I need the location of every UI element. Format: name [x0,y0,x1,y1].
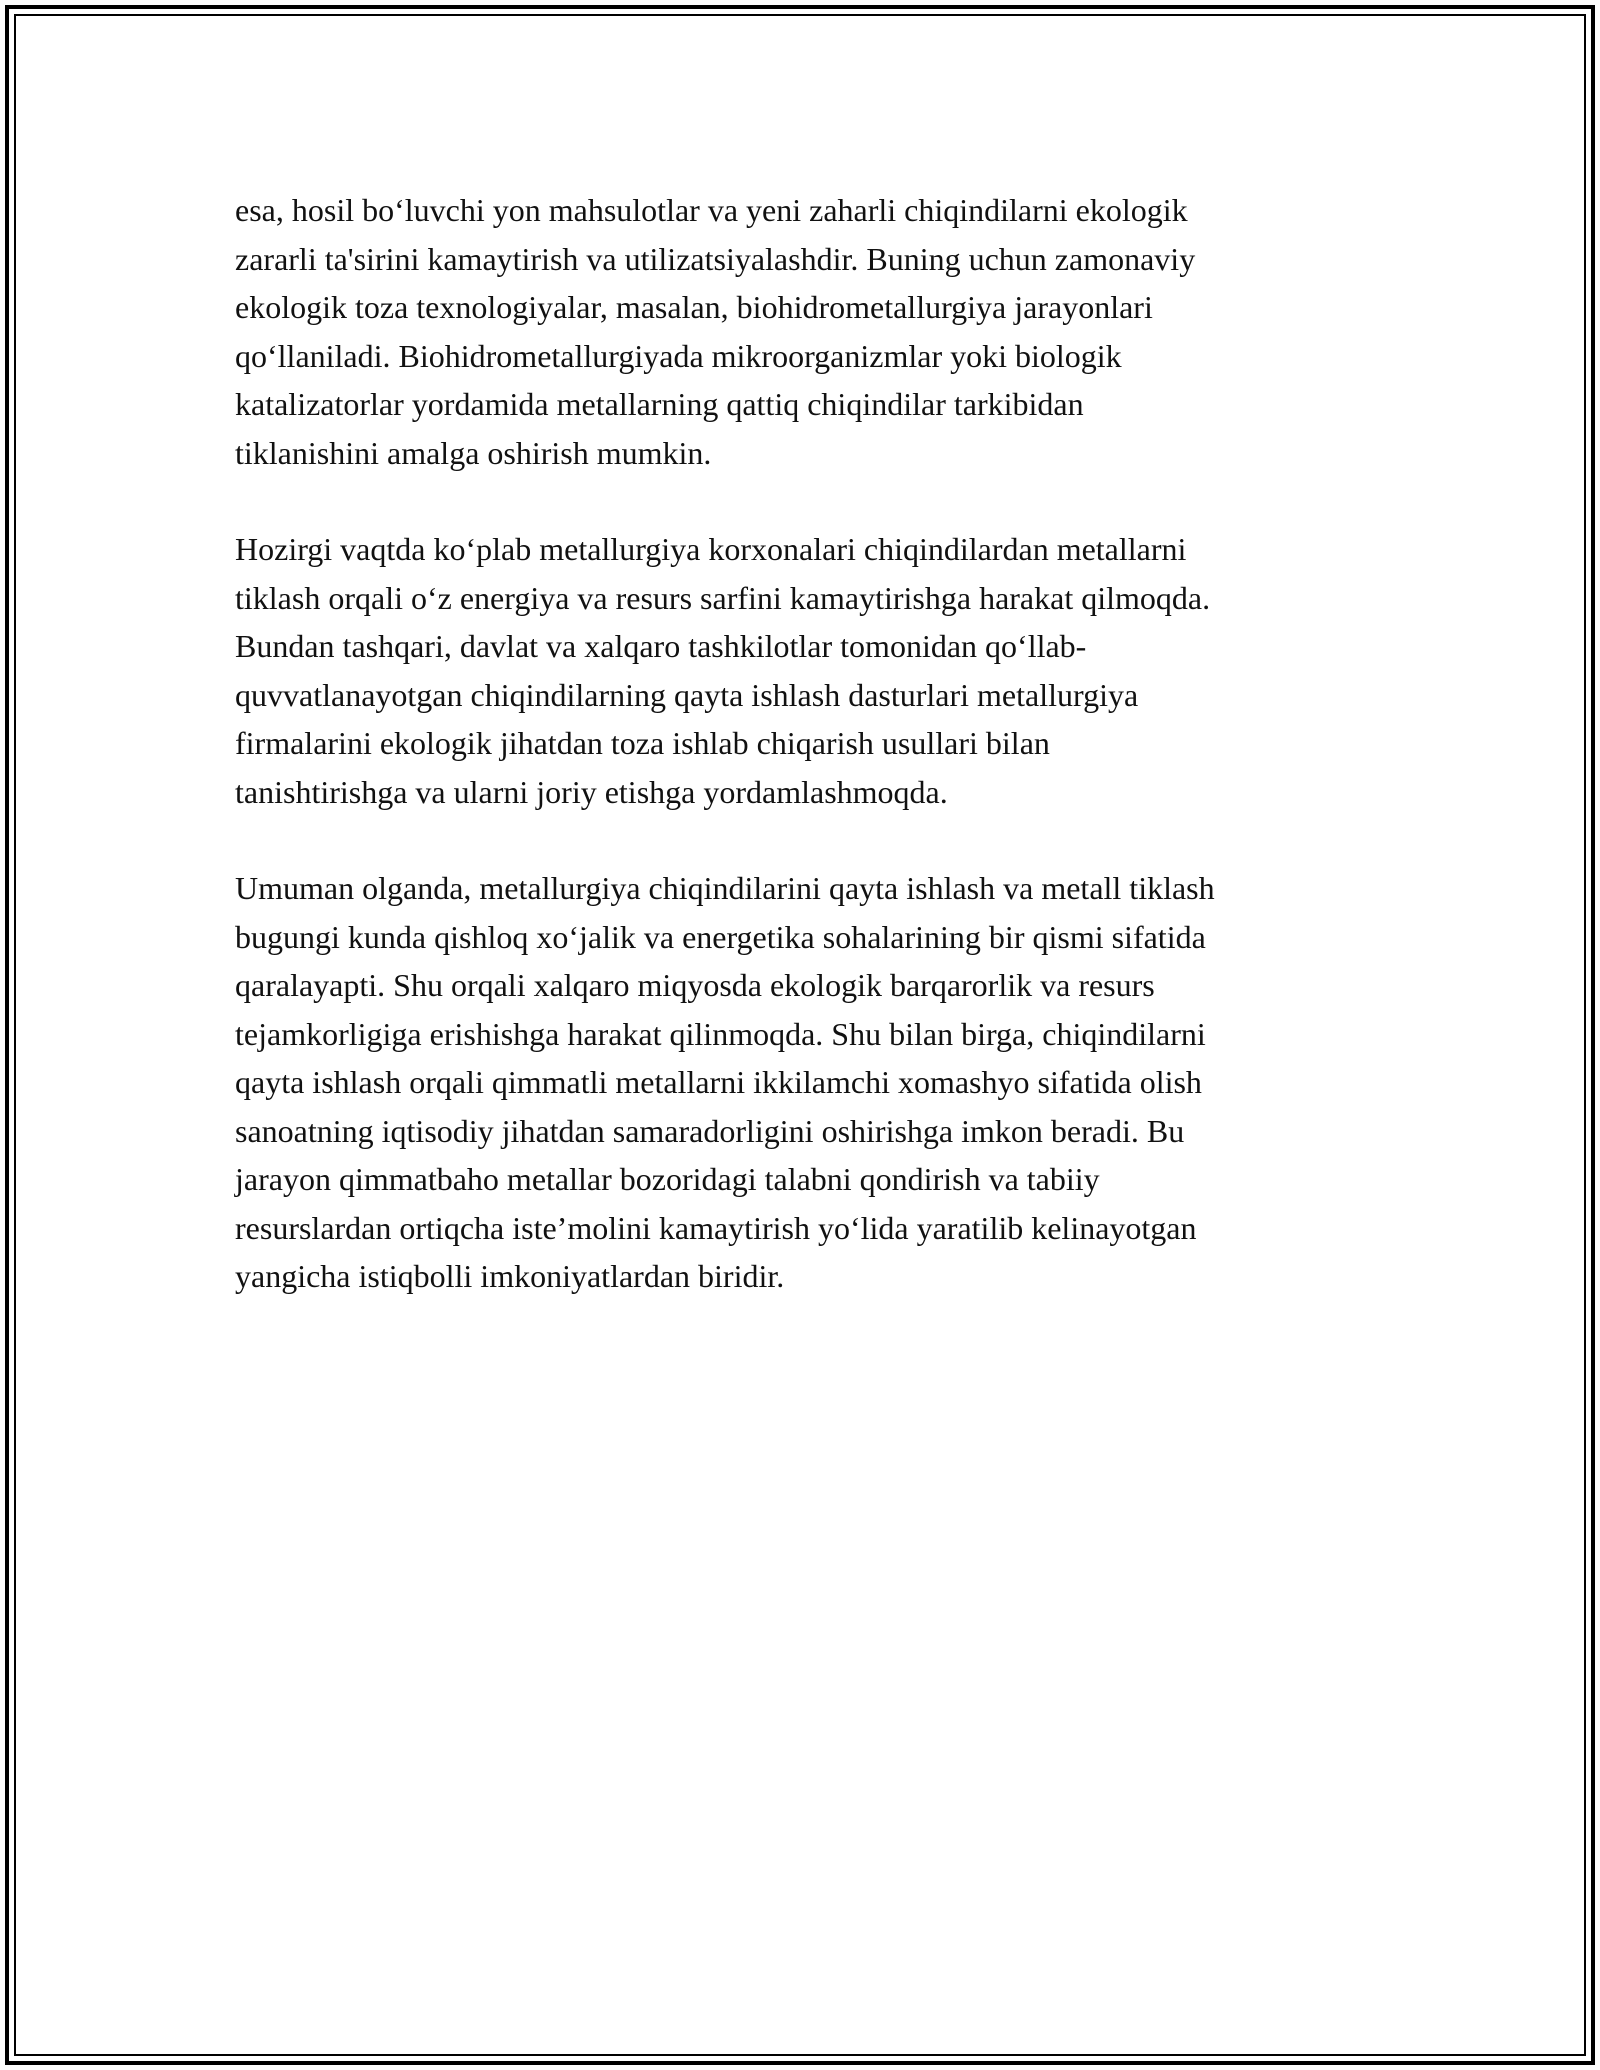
text-line: qo‘llaniladi. Biohidrometallurgiyada mikroorganizmlar yoki biologik [235,337,1122,374]
text-line: tiklash orqali o‘z energiya va resurs sarfini kamaytirishga harakat qilmoqda. [235,579,1211,616]
paragraph-1 [235,186,1395,477]
text-line: quvvatlanayotgan chiqindilarning qayta ishlash dasturlari metallurgiya [235,676,1139,713]
document-body [235,186,1395,1301]
text-line: esa, hosil bo‘luvchi yon mahsulotlar va yeni zaharli chiqindilarni ekologik [235,192,1188,228]
text-line: katalizatorlar yordamida metallarning qattiq chiqindilar tarkibidan [235,386,1084,422]
text-line: qaralayapti. Shu orqali xalqaro miqyosda ekologik barqarorlik va resurs [235,967,1155,1003]
text-line: tiklanishini amalga oshirish mumkin. [235,434,712,471]
text-line: yangicha istiqbolli imkoniyatlardan biridir. [235,1258,785,1294]
text-line: qayta ishlash orqali qimmatli metallarni ikkilamchi xomashyo sifatida olish [235,1064,1202,1100]
paragraph-3 [235,864,1395,1301]
text-line: resurslardan ortiqcha iste’molini kamaytirish yo‘lida yaratilib kelinayotgan [235,1209,1197,1246]
text-line: sanoatning iqtisodiy jihatdan samaradorligini oshirishga imkon beradi. Bu [235,1112,1185,1149]
text-line: Umuman olganda, metallurgiya chiqindilarini qayta ishlash va metall tiklash [235,870,1215,906]
text-line: jarayon qimmatbaho metallar bozoridagi talabni qondirish va tabiiy [235,1161,1100,1197]
text-line: bugungi kunda qishloq xo‘jalik va energetika sohalarining bir qismi sifatida [235,918,1206,955]
text-line: tejamkorligiga erishishga harakat qilinmoqda. Shu bilan birga, chiqindilarni [235,1015,1206,1052]
text-line: firmalarini ekologik jihatdan toza ishlab chiqarish usullari bilan [235,725,1050,761]
text-line: tanishtirishga va ularni joriy etishga yordamlashmoqda. [235,773,948,810]
text-line: zararli ta'sirini kamaytirish va utilizatsiyalashdir. Buning uchun zamonaviy [235,240,1196,277]
text-line: ekologik toza texnologiyalar, masalan, biohidrometallurgiya jarayonlari [235,289,1153,325]
text-line: Bundan tashqari, davlat va xalqaro tashkilotlar tomonidan qo‘llab- [235,628,1087,664]
text-line: Hozirgi vaqtda ko‘plab metallurgiya korxonalari chiqindilardan metallarni [235,531,1187,567]
paragraph-2 [235,525,1395,816]
